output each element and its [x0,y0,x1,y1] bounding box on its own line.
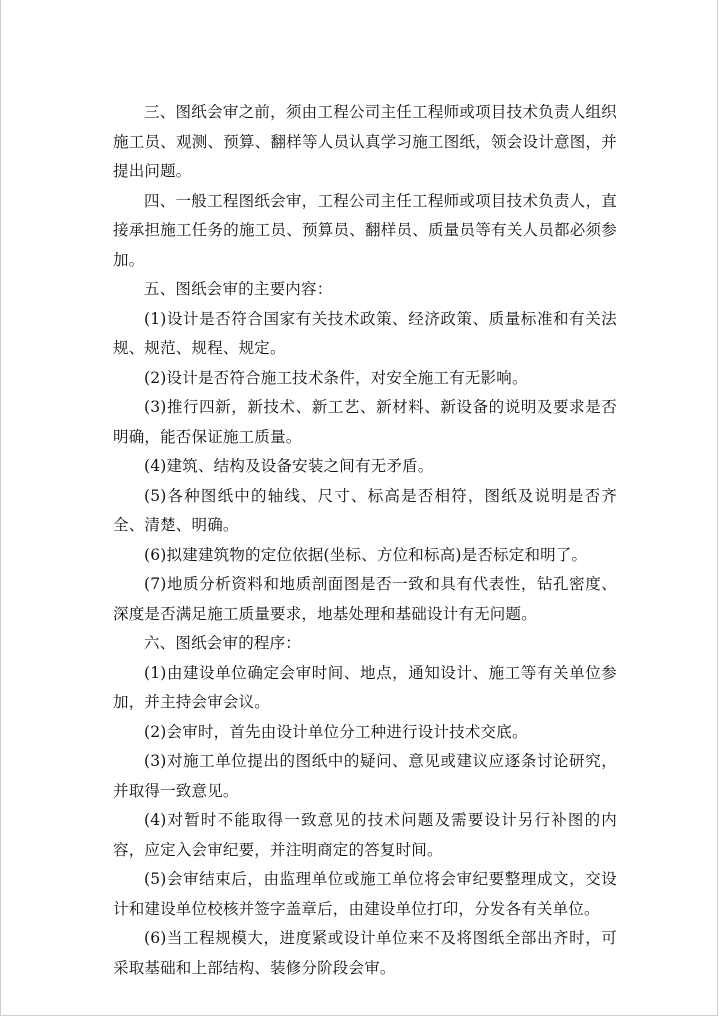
list-item-5-5: (5)各种图纸中的轴线、尺寸、标高是否相符，图纸及说明是否齐全、清楚、明确。 [113,486,617,534]
list-item-6-5: (5)会审结束后，由监理单位或施工单位将会审纪要整理成文，交设计和建设单位校核并签字盖章后，由建设单位打印，分发各有关单位。 [113,870,617,918]
heading-section-5: 五、图纸会审的主要内容： [144,280,333,298]
list-item-5-6: (6)拟建建筑物的定位依据(坐标、方位和标高)是否标定和明了。 [144,545,588,564]
list-item-6-2: (2)会审时，首先由设计单位分工种进行设计技术交底。 [144,722,528,741]
paragraph-section-4: 四、一般工程图纸会审，工程公司主任工程师或项目技术负责人，直接承担施工任务的施工员、预算员、翻样员、质量员等有关人员都必须参加。 [113,191,617,269]
list-item-5-3: (3)推行四新，新技术、新工艺、新材料、新设备的说明及要求是否明确，能否保证施工质量。 [113,398,617,446]
document-body [113,98,617,983]
list-item-6-1: (1)由建设单位确定会审时间、地点，通知设计、施工等有关单位参加，并主持会审会议。 [113,663,617,711]
paragraph-section-3: 三、图纸会审之前，须由工程公司主任工程师或项目技术负责人组织施工员、观测、预算、翻样等人员认真学习施工图纸，领会设计意图，并提出问题。 [113,103,617,180]
list-item-5-7: (7)地质分析资料和地质剖面图是否一致和具有代表性，钻孔密度、深度是否满足施工质量要求，地基处理和基础设计有无问题。 [113,575,617,623]
list-item-5-1: (1)设计是否符合国家有关技术政策、经济政策、质量标准和有关法规、规范、规程、规定。 [113,309,617,357]
heading-section-6: 六、图纸会审的程序： [144,634,302,652]
list-item-5-4: (4)建筑、结构及设备安装之间有无矛盾。 [144,457,434,475]
list-item-5-2: (2)设计是否符合施工技术条件，对安全施工有无影响。 [144,368,528,387]
list-item-6-4: (4)对暂时不能取得一致意见的技术问题及需要设计另行补图的内容，应定入会审纪要，并注明商定的答复时间。 [113,811,617,859]
list-item-6-6: (6)当工程规模大，进度紧或设计单位来不及将图纸全部出齐时，可采取基础和上部结构、装修分阶段会审。 [113,929,617,977]
list-item-6-3: (3)对施工单位提出的图纸中的疑问、意见或建议应逐条讨论研究，并取得一致意见。 [113,752,617,800]
